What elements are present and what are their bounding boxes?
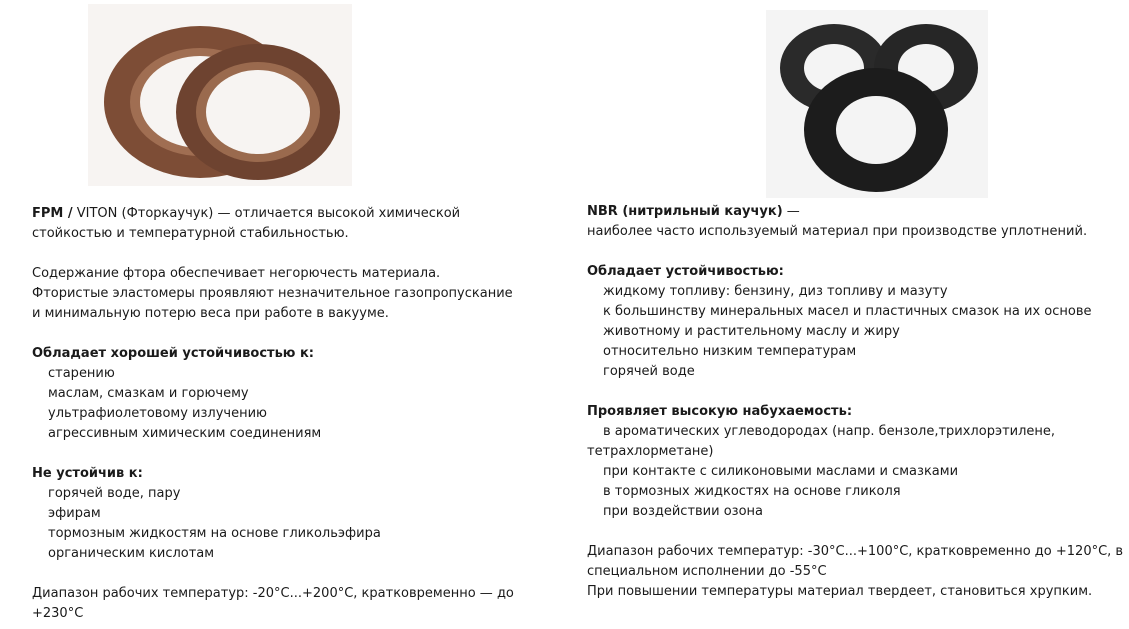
list-item: маслам, смазкам и горючему (48, 386, 249, 401)
list-item: ультрафиолетовому излучению (48, 406, 267, 421)
nbr-rubber-oil-seals-photo (766, 10, 988, 198)
nbr-hardening-note: При повышении температуры материал твердеет, становиться хрупким. (587, 584, 1093, 599)
list-item: при воздействии озона (603, 504, 763, 519)
list-item: старению (48, 366, 115, 381)
fpm-title-line2: стойкостью и температурной стабильностью. (32, 226, 349, 241)
fpm-desc-line: и минимальную потерю веса при работе в вакууме. (32, 306, 389, 321)
list-item: агрессивным химическим соединениям (48, 426, 322, 441)
fpm-temp-range: Диапазон рабочих температур: -20°C...+200°C, кратковременно — до (32, 586, 514, 601)
list-item: животному и растительному маслу и жиру (603, 324, 900, 339)
nbr-title-rest: — (782, 204, 800, 219)
nbr-title (587, 202, 1127, 222)
nbr-temp-range-line2: специальном исполнении до -55°C (587, 564, 827, 579)
fpm-viton-oil-seals-photo (88, 4, 352, 186)
nbr-resist-heading: Обладает устойчивостью: (587, 264, 784, 279)
list-item: относительно низким температурам (603, 344, 857, 359)
nbr-description (587, 202, 1127, 602)
list-item: тормозным жидкостям на основе гликольэфира (48, 526, 381, 541)
fpm-title-rest: VITON (Фторкаучук) — отличается высокой химической (72, 206, 461, 221)
list-item: в ароматических углеводородах (напр. бензоле,трихлорэтилене, (603, 424, 1056, 439)
nbr-swell-heading: Проявляет высокую набухаемость: (587, 404, 853, 419)
list-item: в тормозных жидкостях на основе гликоля (603, 484, 901, 499)
fpm-nonresist-heading: Не устойчив к: (32, 466, 143, 481)
nbr-temp-range: Диапазон рабочих температур: -30°C...+100°C, кратковременно до +120°C, в (587, 544, 1124, 559)
nbr-title-bold: NBR (нитрильный каучук) (587, 204, 783, 219)
fpm-resist-heading: Обладает хорошей устойчивостью к: (32, 346, 314, 361)
fpm-desc-line: Содержание фтора обеспечивает негорючесть материала. (32, 266, 441, 281)
list-item-continuation: тетрахлорметане) (587, 444, 714, 459)
list-item: органическим кислотам (48, 546, 215, 561)
list-item: эфирам (48, 506, 101, 521)
fpm-title (32, 204, 532, 224)
list-item: к большинству минеральных масел и пластичных смазок на их основе (603, 304, 1092, 319)
fpm-description (32, 204, 532, 624)
nbr-title-line2: наиболее часто используемый материал при производстве уплотнений. (587, 224, 1088, 239)
fpm-desc-line: Фтористые эластомеры проявляют незначительное газопропускание (32, 286, 513, 301)
list-item: горячей воде (603, 364, 695, 379)
fpm-temp-range-line2: +230°C (32, 606, 84, 621)
list-item: горячей воде, пару (48, 486, 181, 501)
list-item: жидкому топливу: бензину, диз топливу и мазуту (603, 284, 948, 299)
fpm-title-bold: FPM / (32, 206, 73, 221)
list-item: при контакте с силиконовыми маслами и смазками (603, 464, 959, 479)
